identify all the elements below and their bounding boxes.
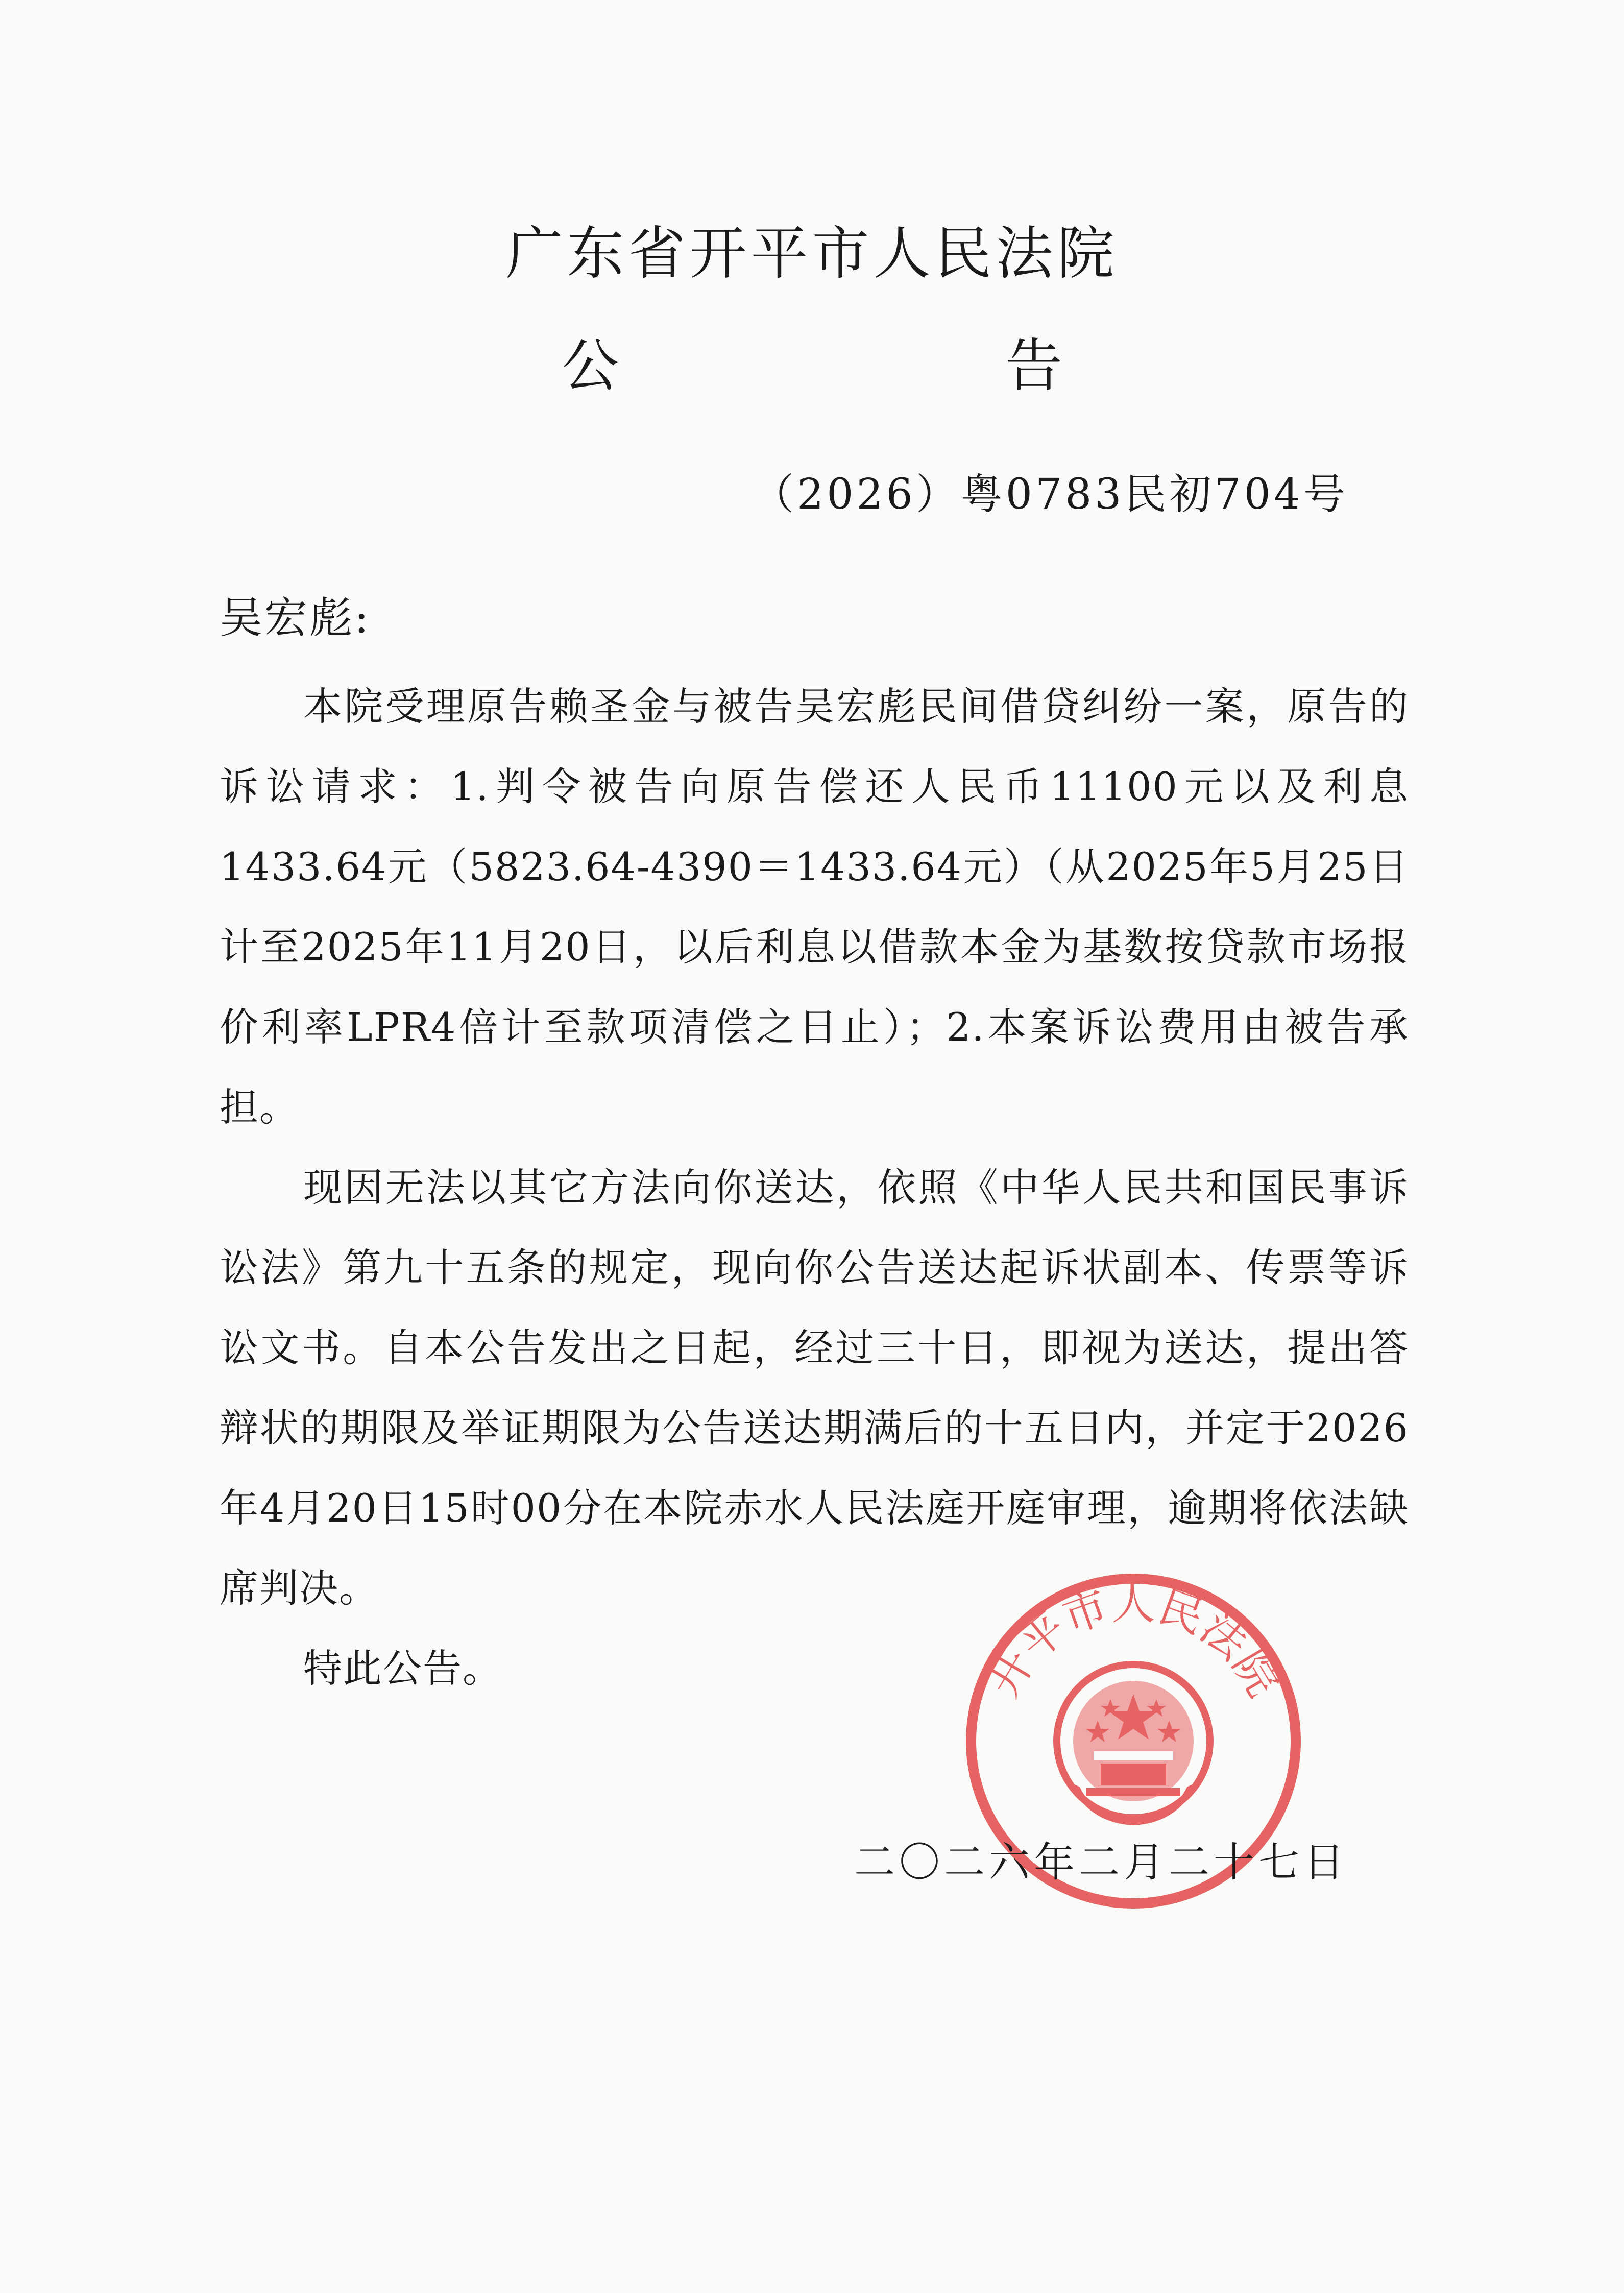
paragraph-service: 现因无法以其它方法向你送达，依照《中华人民共和国民事诉讼法》第九十五条的规定，现向你公告送达起诉状副本、传票等诉讼文书。自本公告发出之日起，经过三十日，即视为送达，提出答辩状的期限及举证期限为公告送达期满后的十五日内，并定于2026年4月20日15时00分在本院赤水人民法庭开庭审理，逾期将依法缺席判决。 (220, 1165, 1409, 1611)
national-emblem-icon (1057, 1664, 1210, 1825)
addressee: 吴宏彪: (220, 593, 371, 643)
seal-text: 开平市人民法院 (978, 1578, 1289, 1705)
notice-date: 二〇二六年二月二十七日 (854, 1839, 1348, 1886)
notice-title (562, 332, 1062, 400)
paragraph-claims: 本院受理原告赖圣金与被告吴宏彪民间借贷纠纷一案，原告的诉讼请求：1.判令被告向原告偿还人民币11100元以及利息1433.64元（5823.64-4390＝1433.64元）（从2025年5月25日计至2025年11月20日，以后利息以借款本金为基数按贷款市场报价利率LPR4倍计至款项清偿之日止）；2.本案诉讼费用由被告承担。 (220, 684, 1409, 1130)
paragraph-closing: 特此公告。 (303, 1646, 502, 1691)
notice-title-char-1: 公 (562, 333, 619, 399)
court-name-title: 广东省开平市人民法院 (505, 221, 1119, 287)
case-number: （2026）粤0783民初704号 (752, 470, 1348, 519)
notice-title-char-2: 告 (1005, 333, 1062, 399)
notice-body (220, 666, 1409, 1708)
